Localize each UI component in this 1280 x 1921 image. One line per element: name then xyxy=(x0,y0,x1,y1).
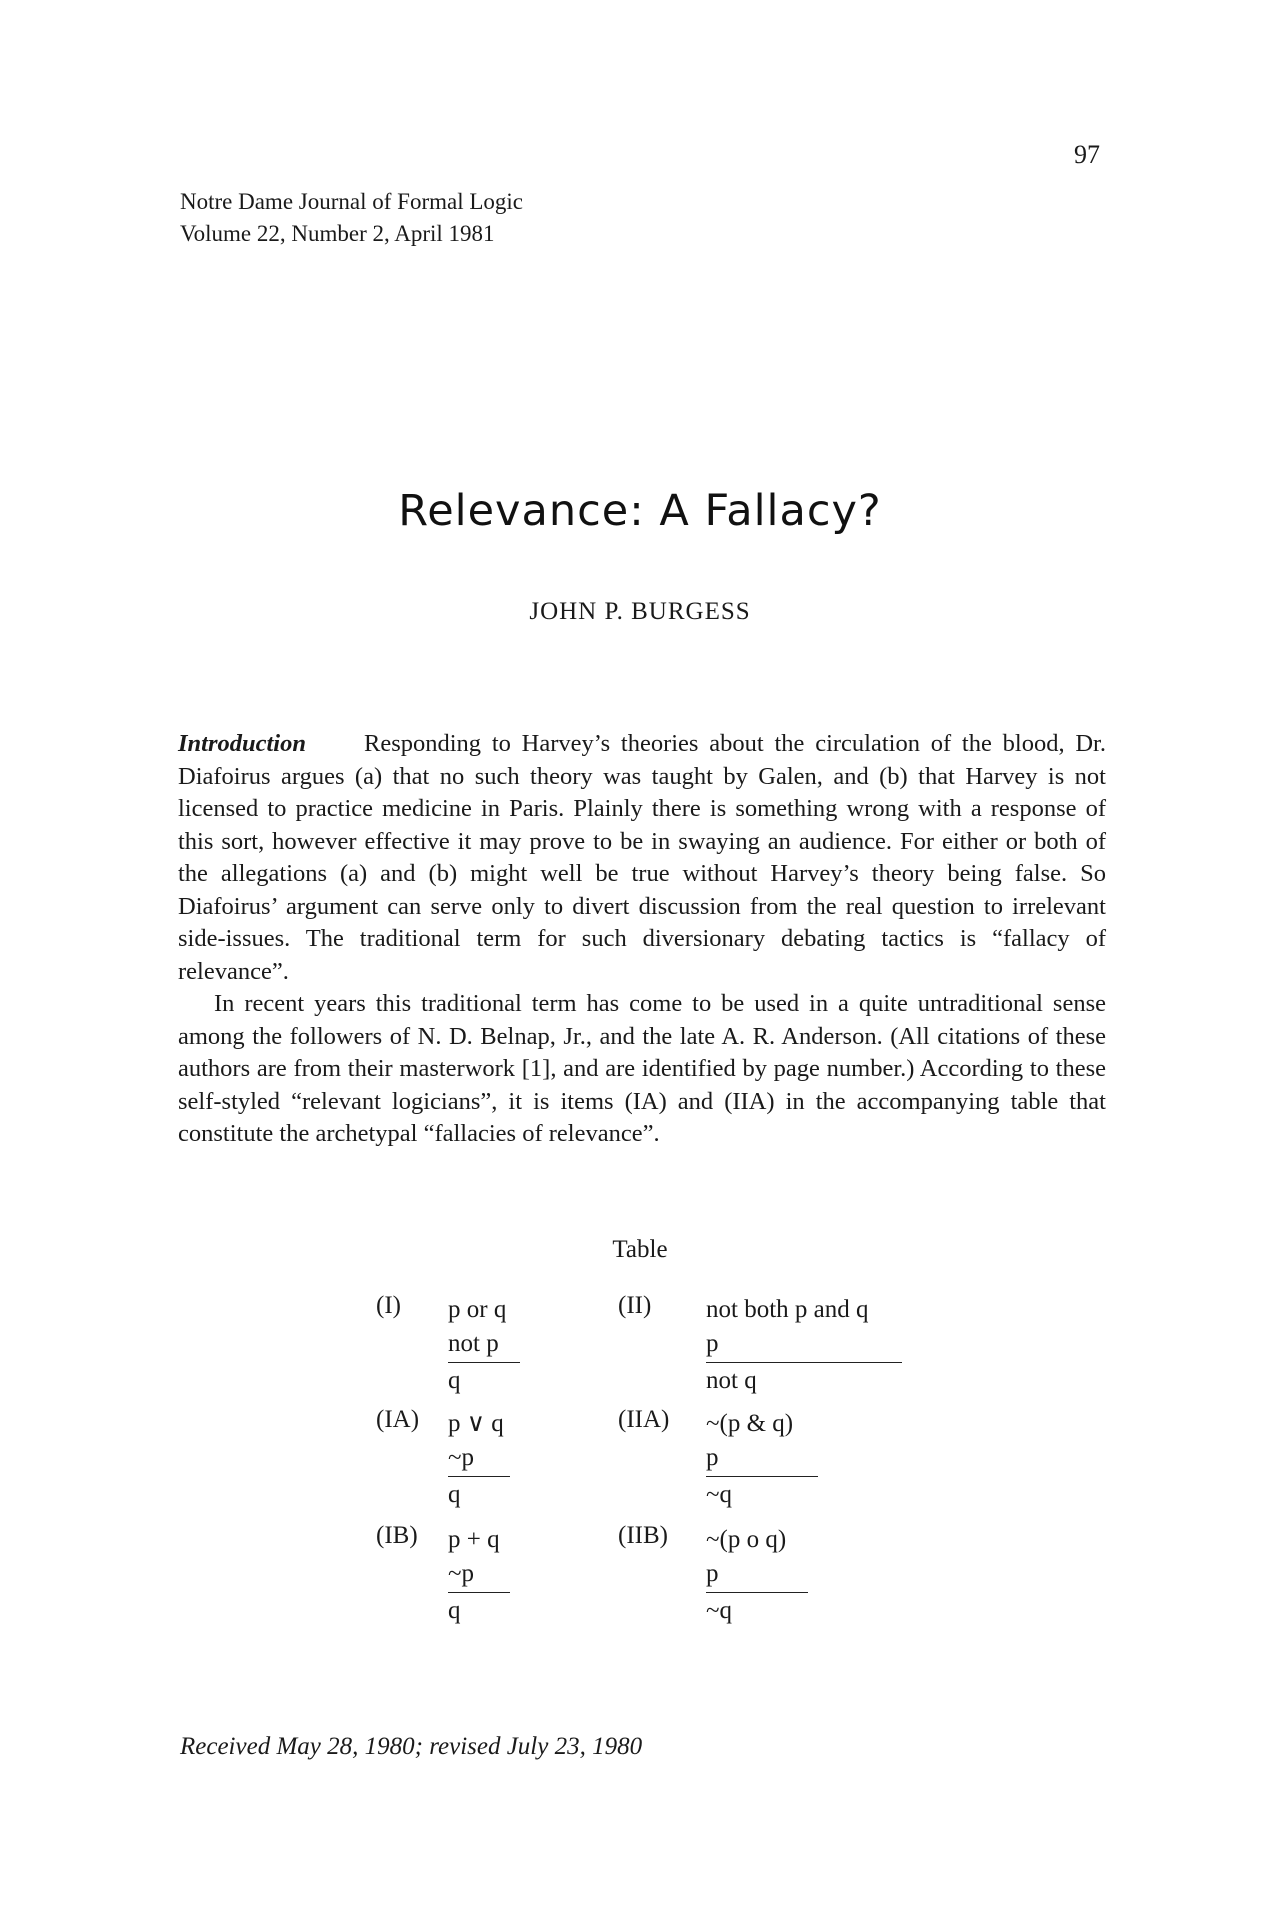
argument-lines xyxy=(706,1522,808,1629)
argument-label: (I) xyxy=(376,1292,401,1319)
argument-lines xyxy=(706,1292,902,1399)
journal-name: Notre Dame Journal of Formal Logic xyxy=(180,189,523,214)
paragraph-2: In recent years this traditional term has come to be used in a quite untraditional sense among the followers of N. D. Belnap, Jr., and the late A. R. Anderson. (All citations of these authors are from their masterwork [1], and are identified by page number.) According to these self-styled “relevant logicians”, it is items (IA) and (IIA) in the accompanying table that constitute the archetypal “fallacies of relevance”. xyxy=(178,990,1106,1147)
premise-1: p or q xyxy=(448,1296,507,1323)
premise-1: not both p and q xyxy=(706,1296,869,1323)
argument-label: (IIA) xyxy=(618,1406,670,1433)
argument-lines xyxy=(448,1406,510,1513)
premise-2: p xyxy=(706,1558,808,1593)
argument-label: (IA) xyxy=(376,1406,420,1433)
conclusion: q xyxy=(448,1481,461,1508)
argument-lines xyxy=(706,1406,818,1513)
argument-label: (IIB) xyxy=(618,1522,668,1549)
paper-title: Relevance: A Fallacy? xyxy=(398,486,882,536)
author-name: JOHN P. BURGESS xyxy=(529,598,751,625)
argument-label: (IB) xyxy=(376,1522,418,1549)
argument-label: (II) xyxy=(618,1292,652,1319)
premise-2: p xyxy=(706,1442,818,1477)
journal-volume: Volume 22, Number 2, April 1981 xyxy=(180,221,495,246)
table-caption: Table xyxy=(612,1236,668,1263)
premise-2: ~p xyxy=(448,1558,510,1593)
page-number: 97 xyxy=(1074,140,1100,169)
section-label-introduction: Introduction xyxy=(178,730,306,757)
premise-1: ~(p & q) xyxy=(706,1410,794,1437)
premise-1: p ∨ q xyxy=(448,1410,504,1437)
paragraph-1-text: Responding to Harvey’s theories about the circulation of the blood, Dr. Diafoirus argues (a) that no such theory was taught by Galen, and (b) that Harvey is not licensed to practice medicine in Paris. Plainly there is something wrong with a response of this sort, however effective it may prove to be in swaying an audience. For either or both of the allegations (a) and (b) might well be true without Harvey’s theory being false. So Diafoirus’ argument can serve only to divert discussion from the real question to irrelevant side-issues. The traditional term for such diversionary debating tactics is “fallacy of relevance”. xyxy=(178,730,1106,985)
conclusion: ~q xyxy=(706,1597,733,1624)
premise-2: p xyxy=(706,1328,902,1363)
premise-1: p + q xyxy=(448,1526,500,1553)
premise-1: ~(p o q) xyxy=(706,1526,787,1553)
conclusion: ~q xyxy=(706,1481,733,1508)
conclusion: not q xyxy=(706,1367,757,1394)
conclusion: q xyxy=(448,1597,461,1624)
paragraph-introduction xyxy=(178,728,1106,988)
premise-2: ~p xyxy=(448,1442,510,1477)
conclusion: q xyxy=(448,1367,461,1394)
argument-lines xyxy=(448,1292,520,1399)
journal-header xyxy=(180,186,523,250)
premise-2: not p xyxy=(448,1328,520,1363)
argument-lines xyxy=(448,1522,510,1629)
body-text xyxy=(178,728,1106,1151)
received-date-footer: Received May 28, 1980; revised July 23, 1980 xyxy=(180,1733,643,1760)
